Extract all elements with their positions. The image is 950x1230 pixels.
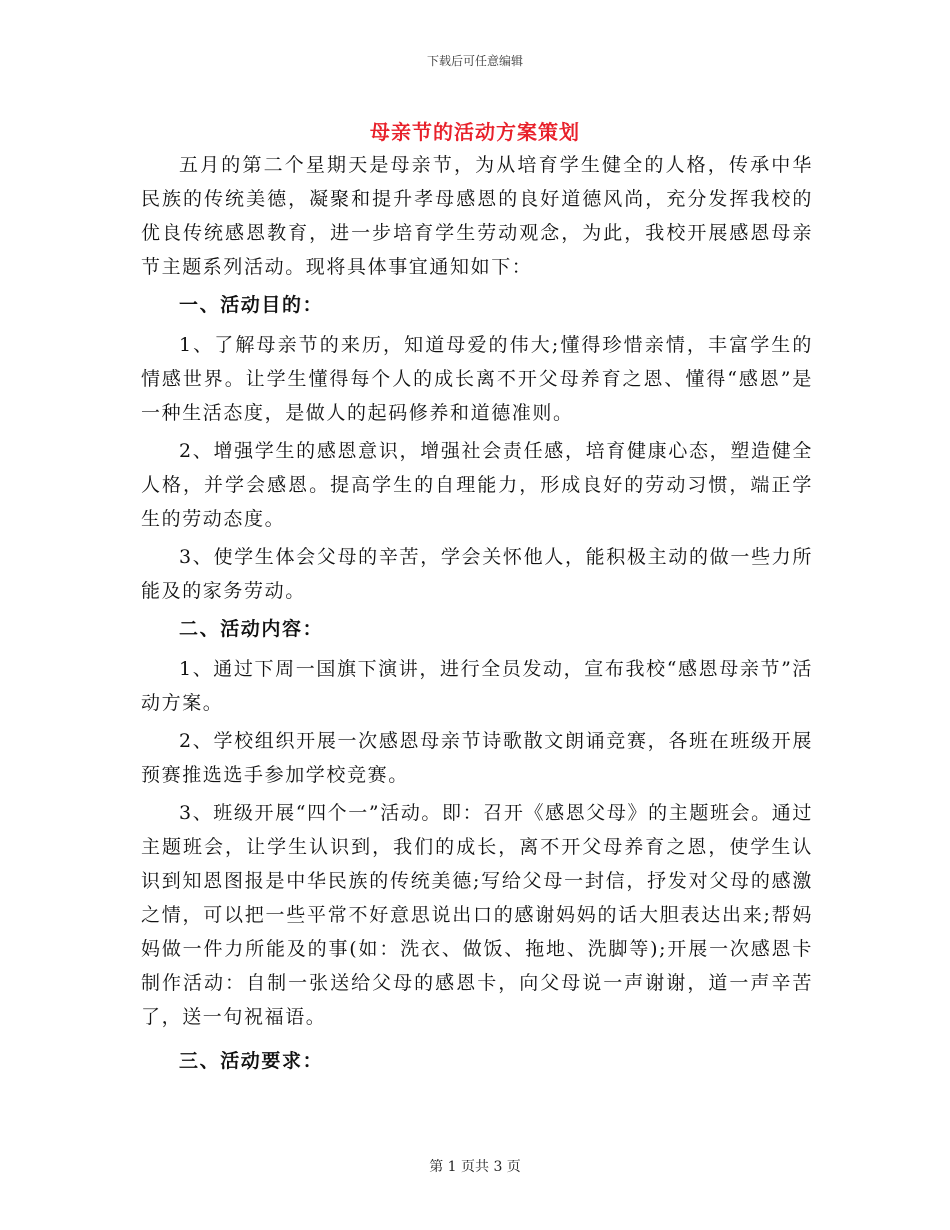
intro-paragraph: 五月的第二个星期天是母亲节，为从培育学生健全的人格，传承中华民族的传统美德，凝聚和提升孝母感恩的良好道德风尚，充分发挥我校的优良传统感恩教育，进一步培育学生劳动观念，为此，我校开展感恩母亲节主题系列活动。现将具体事宜通知如下：: [141, 154, 813, 278]
section-heading-purpose: 一、活动目的：: [179, 294, 324, 316]
purpose-item: 1、了解母亲节的来历，知道母爱的伟大;懂得珍惜亲情，丰富学生的情感世界。让学生懂得每个人的成长离不开父母养育之恩、懂得“感恩”是一种生活态度，是做人的起码修养和道德准则。: [141, 334, 813, 424]
content-item: 1、通过下周一国旗下演讲，进行全员发动，宣布我校“感恩母亲节”活动方案。: [141, 658, 813, 714]
section-heading-content: 二、活动内容：: [179, 618, 324, 640]
content-item: 2、学校组织开展一次感恩母亲节诗歌散文朗诵竞赛，各班在班级开展预赛推选选手参加学校竞赛。: [141, 730, 813, 786]
document-title: 母亲节的活动方案策划: [370, 120, 580, 144]
document-body: [141, 148, 813, 1084]
page-number-footer: 第 1 页共 3 页: [429, 1159, 521, 1175]
purpose-item: 2、增强学生的感恩意识，增强社会责任感，培育健康心态，塑造健全人格，并学会感恩。提高学生的自理能力，形成良好的劳动习惯，端正学生的劳动态度。: [141, 440, 813, 530]
purpose-item: 3、使学生体会父母的辛苦，学会关怀他人，能积极主动的做一些力所能及的家务劳动。: [141, 546, 813, 602]
page-header-note: 下载后可任意编辑: [426, 54, 523, 68]
content-item: 3、班级开展“四个一”活动。即：召开《感恩父母》的主题班会。通过主题班会，让学生认识到，我们的成长，离不开父母养育之恩，使学生认识到知恩图报是中华民族的传统美德;写给父母一封信，抒发对父母的感激之情，可以把一些平常不好意思说出口的感谢妈妈的话大胆表达出来;帮妈妈做一件力所能及的事(如：洗衣、做饭、拖地、洗脚等);开展一次感恩卡制作活动：自制一张送给父母的感恩卡，向父母说一声谢谢，道一声辛苦了，送一句祝福语。: [141, 802, 813, 1028]
section-heading-requirements: 三、活动要求：: [179, 1050, 324, 1072]
